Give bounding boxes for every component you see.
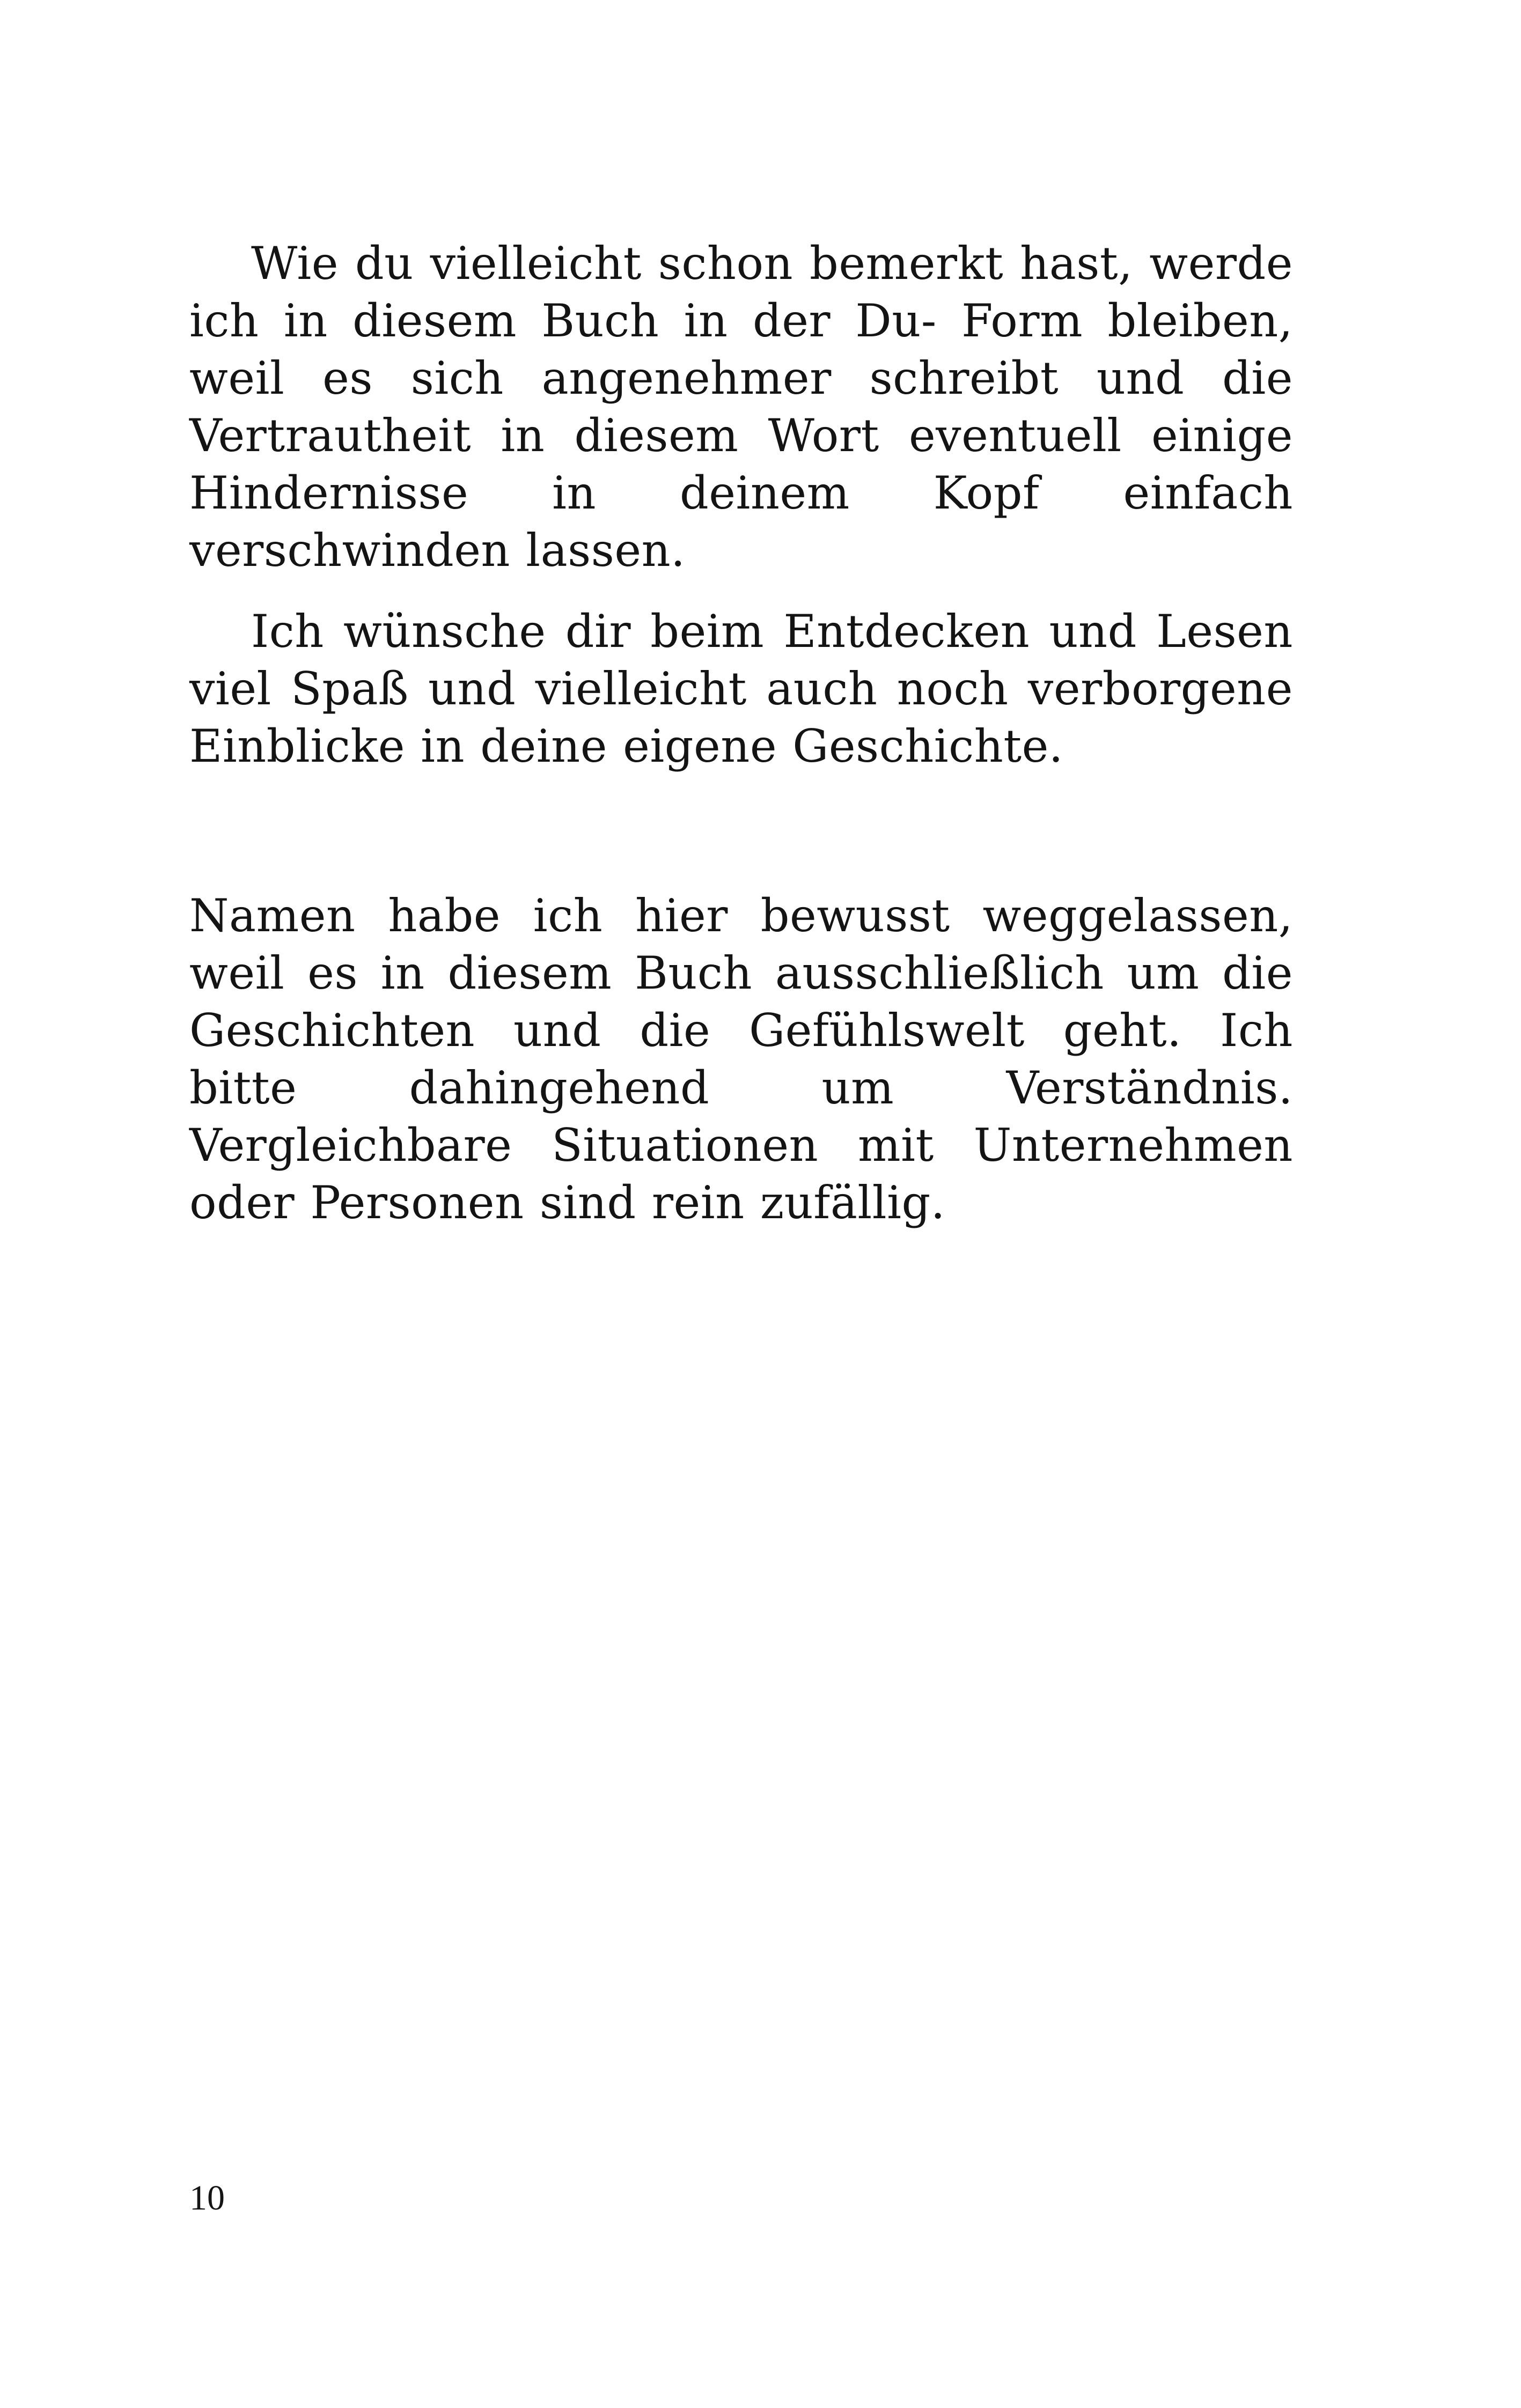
paragraph-du-form: Wie du vielleicht schon bemerkt hast, werde ich in diesem Buch in der Du- Form bleiben, weil es sich angenehmer schreibt und die Vertrautheit in diesem Wort eventuell einige Hindernisse in deinem Kopf einfach verschwinden lassen. xyxy=(189,237,1293,577)
page-number: 10 xyxy=(189,2178,225,2218)
paragraph-wishes: Ich wünsche dir beim Entdecken und Lesen viel Spaß und vielleicht auch noch verborgene Einblicke in deine eigene Geschichte. xyxy=(189,605,1293,772)
paragraph-names-disclaimer: Namen habe ich hier bewusst weggelassen, weil es in diesem Buch ausschließlich um die Geschichten und die Gefühlswelt geht. Ich bitte dahingehend um Verständnis. Vergleichbare Situationen mit Unternehmen oder Personen sind rein zufällig. xyxy=(189,889,1293,1229)
